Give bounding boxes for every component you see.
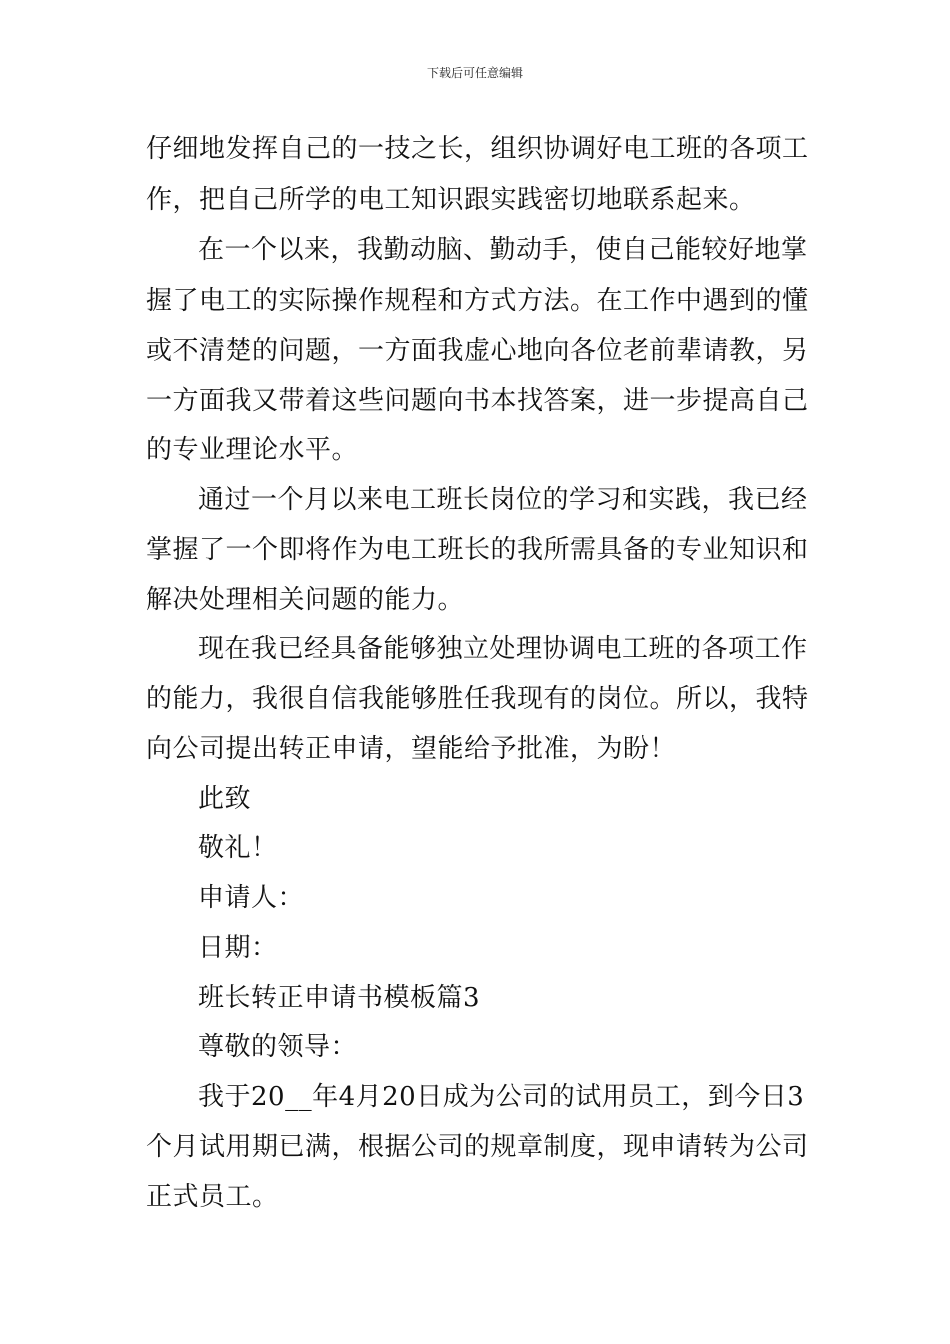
text-line: 我于20__年4月20日成为公司的试用员工，到今日3: [198, 1082, 805, 1112]
text-line: 仔细地发挥自己的一技之长，组织协调好电工班的各项工: [146, 134, 809, 164]
text-line: 在一个以来，我勤动脑、勤动手，使自己能较好地掌: [198, 235, 808, 265]
closing-line: 此致: [198, 784, 252, 814]
text-line: 的专业理论水平。: [146, 435, 359, 465]
text-line: 作，把自己所学的电工知识跟实践密切地联系起来。: [146, 185, 756, 215]
text-line: 通过一个月以来电工班长岗位的学习和实践，我已经: [198, 485, 808, 515]
page-header: 下载后可任意编辑: [426, 66, 523, 80]
text-line: 掌握了一个即将作为电工班长的我所需具备的专业知识和: [146, 535, 809, 565]
text-line: 个月试用期已满，根据公司的规章制度，现申请转为公司: [146, 1132, 809, 1162]
text-line: 或不清楚的问题，一方面我虚心地向各位老前辈请教，另: [146, 336, 809, 366]
closing-line: 敬礼！: [198, 833, 278, 863]
text-line: 握了电工的实际操作规程和方式方法。在工作中遇到的懂: [146, 286, 809, 316]
text-line: 一方面我又带着这些问题向书本找答案，进一步提高自己: [146, 386, 809, 416]
text-line: 的能力，我很自信我能够胜任我现有的岗位。所以，我特: [146, 684, 809, 714]
text-line: 解决处理相关问题的能力。: [146, 585, 465, 615]
salutation-line: 尊敬的领导：: [198, 1032, 358, 1062]
text-line: 向公司提出转正申请，望能给予批准，为盼！: [146, 734, 677, 764]
section-title: 班长转正申请书模板篇3: [198, 983, 481, 1013]
text-line: 现在我已经具备能够独立处理协调电工班的各项工作: [198, 634, 808, 664]
text-line: 正式员工。: [146, 1182, 279, 1212]
date-line: 日期：: [198, 933, 278, 963]
applicant-line: 申请人：: [198, 883, 305, 913]
